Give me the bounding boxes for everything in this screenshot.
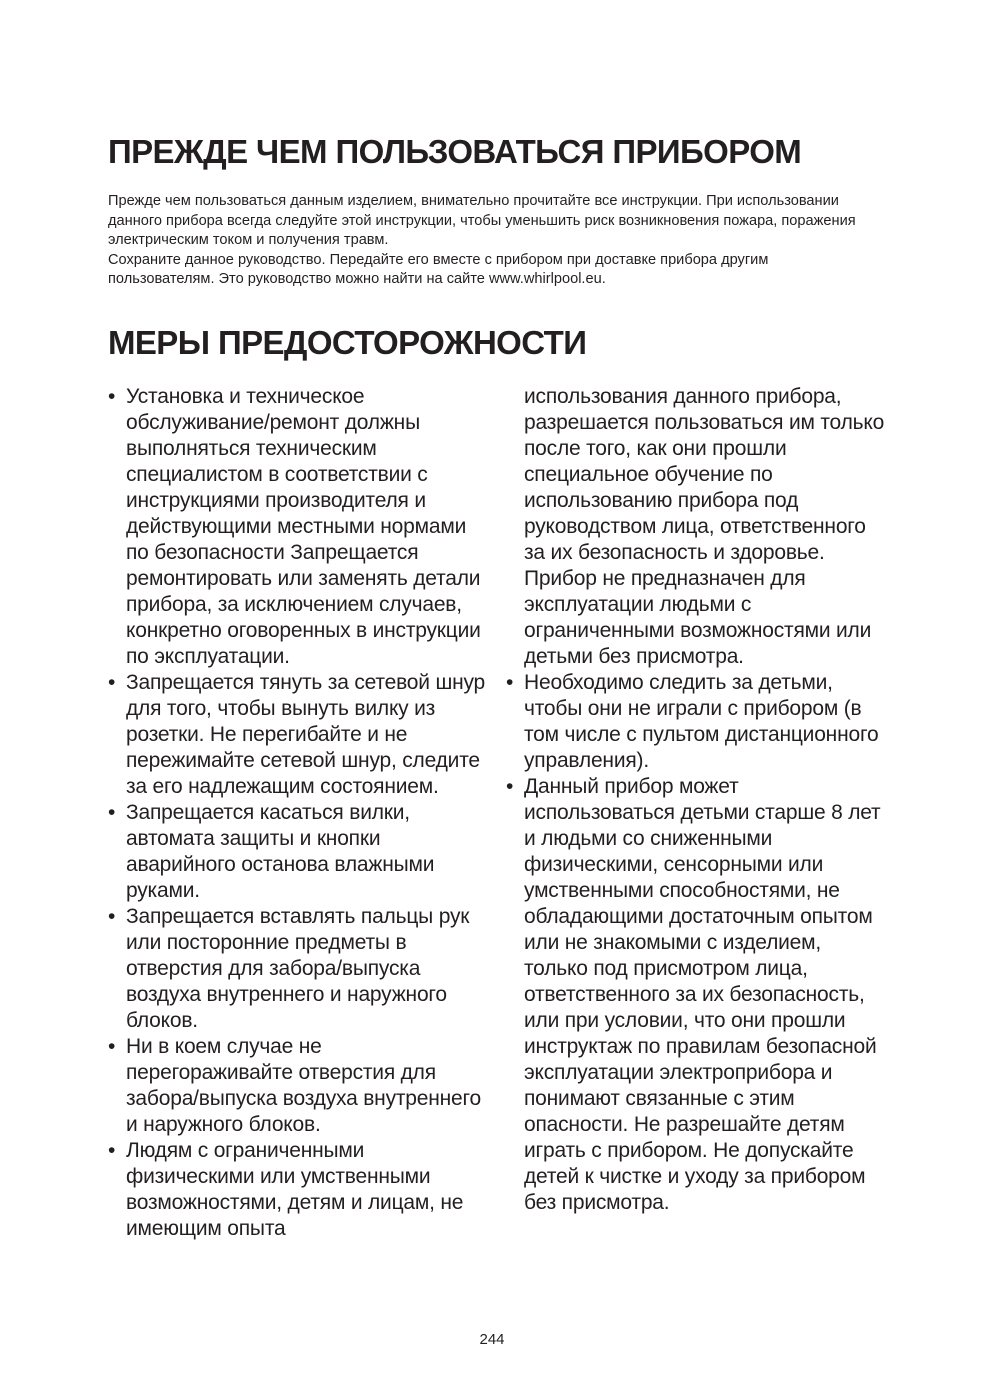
list-item bbox=[108, 670, 488, 800]
list-item bbox=[108, 1034, 488, 1138]
list-item bbox=[506, 774, 886, 1216]
list-item bbox=[506, 670, 886, 774]
bullet: • bbox=[506, 671, 514, 694]
bullet: • bbox=[108, 905, 116, 928]
list-item-text: Ни в коем случае не перегораживайте отверстия для забора/выпуска воздуха внутреннего и наружного блоков. bbox=[126, 1035, 481, 1136]
list-item bbox=[108, 384, 488, 670]
list-item bbox=[108, 904, 488, 1034]
list-item-continuation: использования данного прибора, разрешается пользоваться им только после того, как они прошли специальное обучение по использованию прибора под руководством лица, ответственного за их безопасность и здоровье. Прибор не предназначен для эксплуатации людьми с ограниченными возможностями или детьми без присмотра. bbox=[524, 385, 885, 668]
bullet: • bbox=[108, 385, 116, 408]
bullet: • bbox=[506, 775, 514, 798]
section-title: МЕРЫ ПРЕДОСТОРОЖНОСТИ bbox=[108, 324, 587, 361]
intro-paragraph: Прежде чем пользоваться данным изделием, внимательно прочитайте все инструкции. При использовании данного прибора всегда следуйте этой инструкции, чтобы уменьшить риск возникновения пожара, поражения электрическим током и получения травм. bbox=[108, 193, 856, 248]
list-item-text: Людям с ограниченными физическими или умственными возможностями, детям и лицам, не имеющим опыта bbox=[126, 1139, 464, 1240]
bullet: • bbox=[108, 671, 116, 694]
list-item-text: Необходимо следить за детьми, чтобы они не играли с прибором (в том числе с пультом дистанционного управления). bbox=[524, 671, 879, 772]
page-title: ПРЕЖДЕ ЧЕМ ПОЛЬЗОВАТЬСЯ ПРИБОРОМ bbox=[108, 133, 802, 170]
page-number: 244 bbox=[479, 1331, 505, 1348]
right-column bbox=[506, 384, 886, 1216]
bullet: • bbox=[108, 1139, 116, 1162]
list-item-text: Данный прибор может использоваться детьми старше 8 лет и людьми со сниженными физическими, сенсорными или умственными способностями, не обладающими достаточным опытом или не знакомыми с изделием, только под присмотром лица, ответственного за их безопасность, или при условии, что они прошли инструктаж по правилам безопасной эксплуатации электроприбора и понимают связанные с этим опасности. Не разрешайте детям играть с прибором. Не допускайте детей к чистке и уходу за прибором без присмотра. bbox=[524, 775, 881, 1214]
list-item-text: Запрещается касаться вилки, автомата защиты и кнопки аварийного останова влажными руками. bbox=[126, 801, 435, 902]
list-item bbox=[108, 800, 488, 904]
list-item-text: Установка и техническое обслуживание/ремонт должны выполняться техническим специалистом в соответствии с инструкциями производителя и действующими местными нормами по безопасности Запрещается ремонтировать или заменять детали прибора, за исключением случаев, конкретно оговоренных в инструкции по эксплуатации. bbox=[126, 385, 481, 668]
list-item bbox=[108, 1138, 488, 1242]
bullet: • bbox=[108, 801, 116, 824]
list-item-text: Запрещается вставлять пальцы рук или посторонние предметы в отверстия для забора/выпуска воздуха внутреннего и наружного блоков. bbox=[126, 905, 470, 1032]
intro-text bbox=[108, 192, 878, 290]
bullet: • bbox=[108, 1035, 116, 1058]
left-column bbox=[108, 384, 488, 1242]
list-item-text: Запрещается тянуть за сетевой шнур для того, чтобы вынуть вилку из розетки. Не перегибайте и не пережимайте сетевой шнур, следите за его надлежащим состоянием. bbox=[126, 671, 486, 798]
intro-paragraph: Сохраните данное руководство. Передайте его вместе с прибором при доставке прибора другим пользователям. Это руководство можно найти на сайте www.whirlpool.eu. bbox=[108, 251, 769, 287]
